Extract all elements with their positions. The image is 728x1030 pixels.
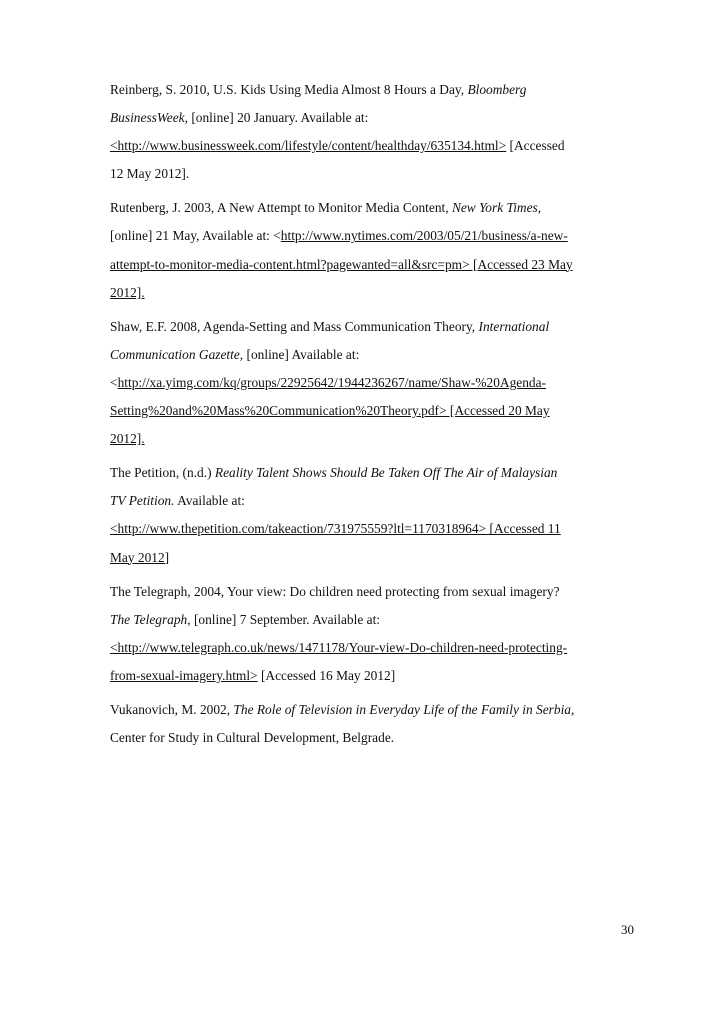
reference-line <box>110 634 630 662</box>
reference-text: The Petition, (n.d.) <box>110 465 215 481</box>
reference-text: Reinberg, S. 2010, U.S. Kids Using Media Almost 8 Hours a Day, <box>110 82 468 97</box>
reference-entry <box>110 76 630 188</box>
reference-text: The Role of Television in Everyday Life of the Family in Serbia <box>233 701 571 717</box>
reference-line <box>110 724 630 752</box>
reference-line <box>110 696 630 724</box>
reference-line <box>110 459 630 487</box>
reference-text: Reality Talent Shows Should Be Taken Off The Air of Malaysian <box>214 465 558 481</box>
reference-line <box>110 160 630 188</box>
reference-text: The Telegraph, 2004, Your view: Do children need protecting from sexual imagery? <box>110 583 560 599</box>
reference-line <box>110 104 630 132</box>
reference-link[interactable]: May 2012] <box>110 549 170 565</box>
reference-line <box>110 578 630 606</box>
reference-line <box>110 369 630 397</box>
reference-text: Communication Gazette, <box>110 346 244 362</box>
page-number: 30 <box>621 922 634 937</box>
reference-line <box>110 132 630 160</box>
reference-link[interactable]: http://www.nytimes.com/2003/05/21/business/a-new- <box>280 228 568 244</box>
reference-link[interactable]: Setting%20and%20Mass%20Communication%20Theory.pdf> [Accessed 20 May <box>110 403 550 419</box>
reference-line <box>110 487 630 515</box>
reference-text: Vukanovich, M. 2002, <box>110 701 234 717</box>
reference-text: [online] Available at: <box>243 346 360 362</box>
reference-text: 12 May 2012]. <box>110 166 190 182</box>
reference-link[interactable]: <http://www.telegraph.co.uk/news/1471178/Your-view-Do-children-need-protecting- <box>110 639 568 655</box>
reference-line <box>110 279 630 307</box>
reference-text: [online] 20 January. Available at: <box>187 110 369 126</box>
reference-line <box>110 425 630 453</box>
reference-link[interactable]: <http://www.thepetition.com/takeaction/731975559?ltl=1170318964> [Accessed 11 <box>110 521 561 537</box>
reference-entry <box>110 578 630 690</box>
reference-text: Rutenberg, J. 2003, A New Attempt to Monitor Media Content, <box>110 200 452 216</box>
reference-text: [online] 21 May, Available at: < <box>110 228 281 244</box>
reference-entry <box>110 459 630 571</box>
reference-entry <box>110 696 630 752</box>
reference-line <box>110 515 630 543</box>
reference-link[interactable]: 2012]. <box>110 431 145 447</box>
reference-text: Bloomberg <box>467 82 527 97</box>
reference-line <box>110 222 630 250</box>
reference-line <box>110 251 630 279</box>
reference-line <box>110 606 630 634</box>
reference-list <box>110 76 630 758</box>
reference-text: Shaw, E.F. 2008, Agenda-Setting and Mass Communication Theory, <box>110 318 479 334</box>
reference-text: Available at: <box>174 493 245 509</box>
reference-text: International <box>478 318 550 334</box>
reference-line <box>110 76 630 104</box>
reference-line <box>110 662 630 690</box>
reference-text: < <box>110 374 118 390</box>
reference-text: New York Times, <box>451 200 542 216</box>
reference-text: BusinessWeek, <box>110 110 188 126</box>
reference-line <box>110 544 630 572</box>
reference-line <box>110 341 630 369</box>
reference-link[interactable]: http://xa.yimg.com/kq/groups/22925642/1944236267/name/Shaw-%20Agenda- <box>117 374 547 390</box>
reference-line <box>110 194 630 222</box>
reference-link[interactable]: <http://www.businessweek.com/lifestyle/content/healthday/635134.html> <box>110 138 507 154</box>
reference-text: The Telegraph <box>110 611 188 627</box>
reference-text: , <box>570 701 575 717</box>
reference-text: Center for Study in Cultural Development, Belgrade. <box>110 730 395 746</box>
reference-line <box>110 313 630 341</box>
reference-entry <box>110 313 630 453</box>
reference-text: TV Petition. <box>110 493 175 509</box>
reference-link[interactable]: attempt-to-monitor-media-content.html?pagewanted=all&src=pm> [Accessed 23 May <box>110 256 573 272</box>
reference-line <box>110 397 630 425</box>
reference-text: [Accessed <box>506 138 565 154</box>
reference-link[interactable]: from-sexual-imagery.html> <box>110 667 258 683</box>
reference-entry <box>110 194 630 306</box>
reference-link[interactable]: 2012]. <box>110 284 145 300</box>
reference-text: [Accessed 16 May 2012] <box>257 667 396 683</box>
reference-text: , [online] 7 September. Available at: <box>187 611 381 627</box>
